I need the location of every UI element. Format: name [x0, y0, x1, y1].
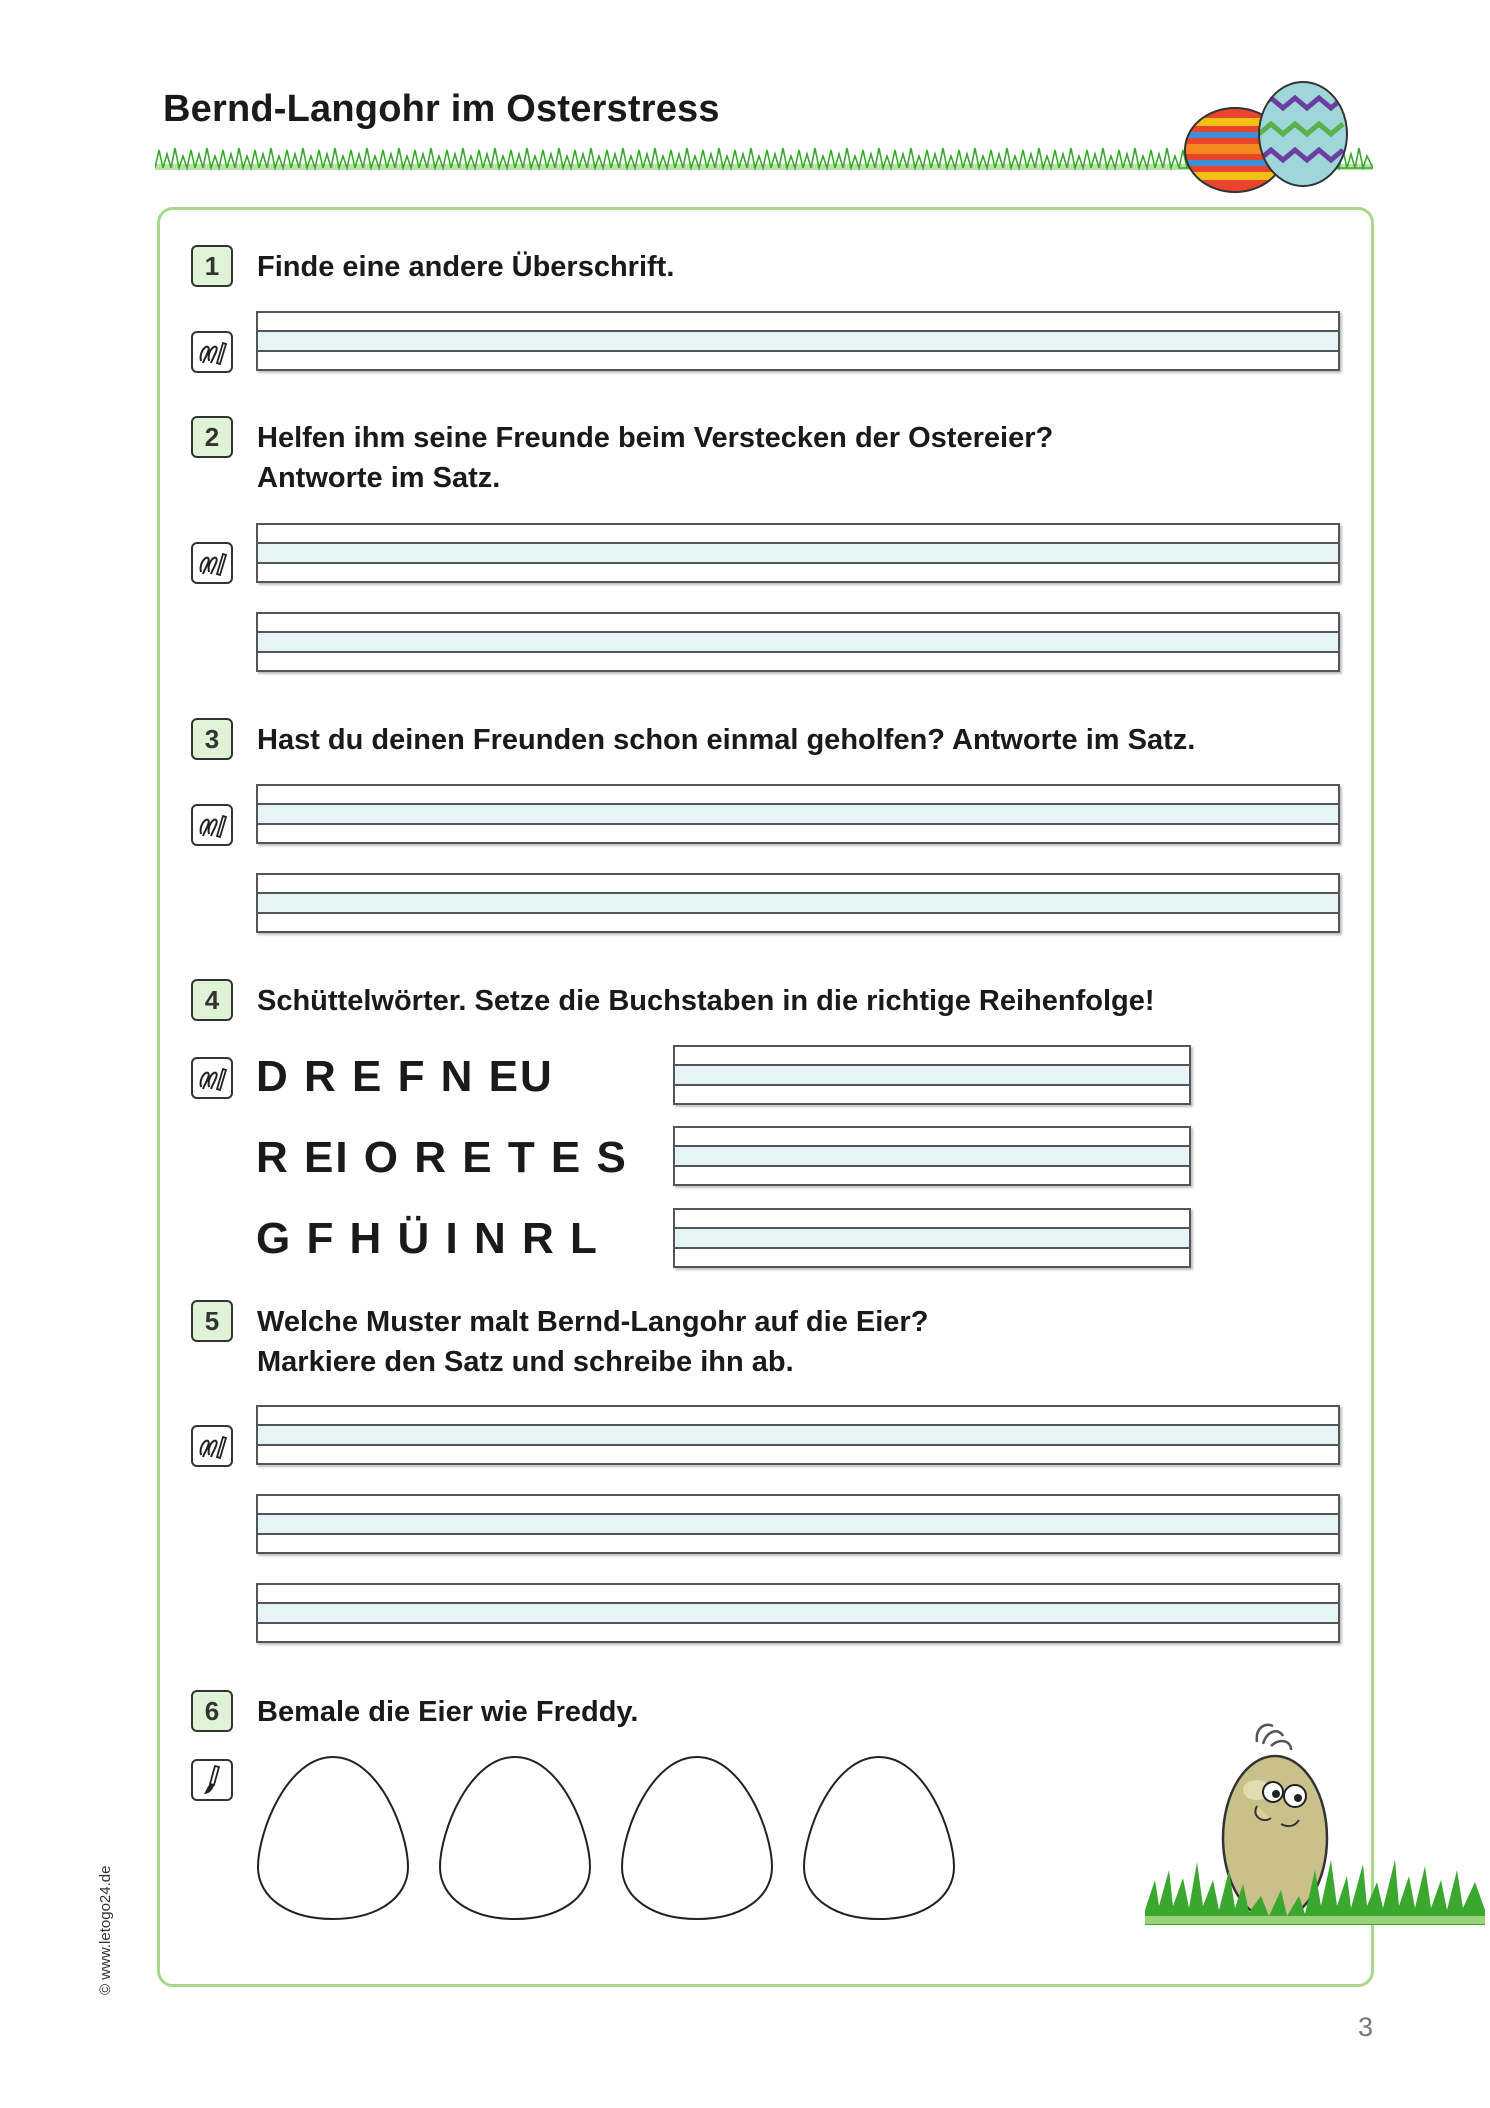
- scrambled-word: R EI O R E T E S: [256, 1133, 628, 1182]
- egg-character-illustration: [1145, 1720, 1485, 1940]
- question-line: Hast du deinen Freunden schon einmal geholfen? Antworte im Satz.: [257, 724, 1196, 756]
- answer-lines[interactable]: [256, 1494, 1340, 1554]
- scrambled-word: G F H Ü I N R L: [256, 1214, 599, 1263]
- answer-lines[interactable]: [256, 784, 1340, 844]
- answer-lines[interactable]: [256, 873, 1340, 933]
- answer-lines[interactable]: [256, 523, 1340, 583]
- answer-lines[interactable]: [256, 1405, 1340, 1465]
- task-number-6: 6: [191, 1690, 233, 1732]
- page-title: Bernd-Langohr im Osterstress: [163, 88, 720, 130]
- answer-lines[interactable]: [256, 612, 1340, 672]
- pencil-write-icon: [191, 542, 233, 584]
- page-number: 3: [1358, 2012, 1374, 2042]
- question-line: Finde eine andere Überschrift.: [257, 251, 675, 283]
- task-1-question: [257, 247, 674, 287]
- answer-lines[interactable]: [673, 1045, 1191, 1105]
- answer-lines[interactable]: [256, 311, 1340, 371]
- pencil-write-icon: [191, 331, 233, 373]
- question-line: Welche Muster malt Bernd-Langohr auf die Eier?: [257, 1306, 929, 1338]
- easter-eggs-illustration: [1175, 78, 1365, 198]
- question-line: Markiere den Satz und schreibe ihn ab.: [257, 1346, 794, 1378]
- paintbrush-icon: [191, 1759, 233, 1801]
- pencil-write-icon: [191, 1057, 233, 1099]
- question-line: Schüttelwörter. Setze die Buchstaben in die richtige Reihenfolge!: [257, 985, 1155, 1017]
- question-line: Helfen ihm seine Freunde beim Verstecken der Ostereier?: [257, 422, 1054, 454]
- answer-lines[interactable]: [673, 1126, 1191, 1186]
- egg-outline: [258, 1757, 408, 1919]
- task-6-question: [257, 1692, 638, 1732]
- task-number-5: 5: [191, 1300, 233, 1342]
- question-line: Bemale die Eier wie Freddy.: [257, 1696, 639, 1728]
- task-number-3: 3: [191, 718, 233, 760]
- pencil-write-icon: [191, 804, 233, 846]
- task-3-question: [257, 720, 1195, 760]
- task-number-4: 4: [191, 979, 233, 1021]
- question-line: Antworte im Satz.: [257, 462, 501, 494]
- task-5-question: [257, 1302, 928, 1382]
- pencil-write-icon: [191, 1425, 233, 1467]
- egg-outline: [622, 1757, 772, 1919]
- answer-lines[interactable]: [673, 1208, 1191, 1268]
- copyright-credit: © www.letogo24.de: [97, 1865, 114, 1995]
- task-2-question: [257, 418, 1053, 498]
- egg-outline: [804, 1757, 954, 1919]
- task-number-1: 1: [191, 245, 233, 287]
- eggs-to-color: [255, 1752, 965, 1922]
- answer-lines[interactable]: [256, 1583, 1340, 1643]
- task-4-question: [257, 981, 1155, 1021]
- task-number-2: 2: [191, 416, 233, 458]
- scrambled-word: D R E F N EU: [256, 1052, 554, 1101]
- egg-outline: [440, 1757, 590, 1919]
